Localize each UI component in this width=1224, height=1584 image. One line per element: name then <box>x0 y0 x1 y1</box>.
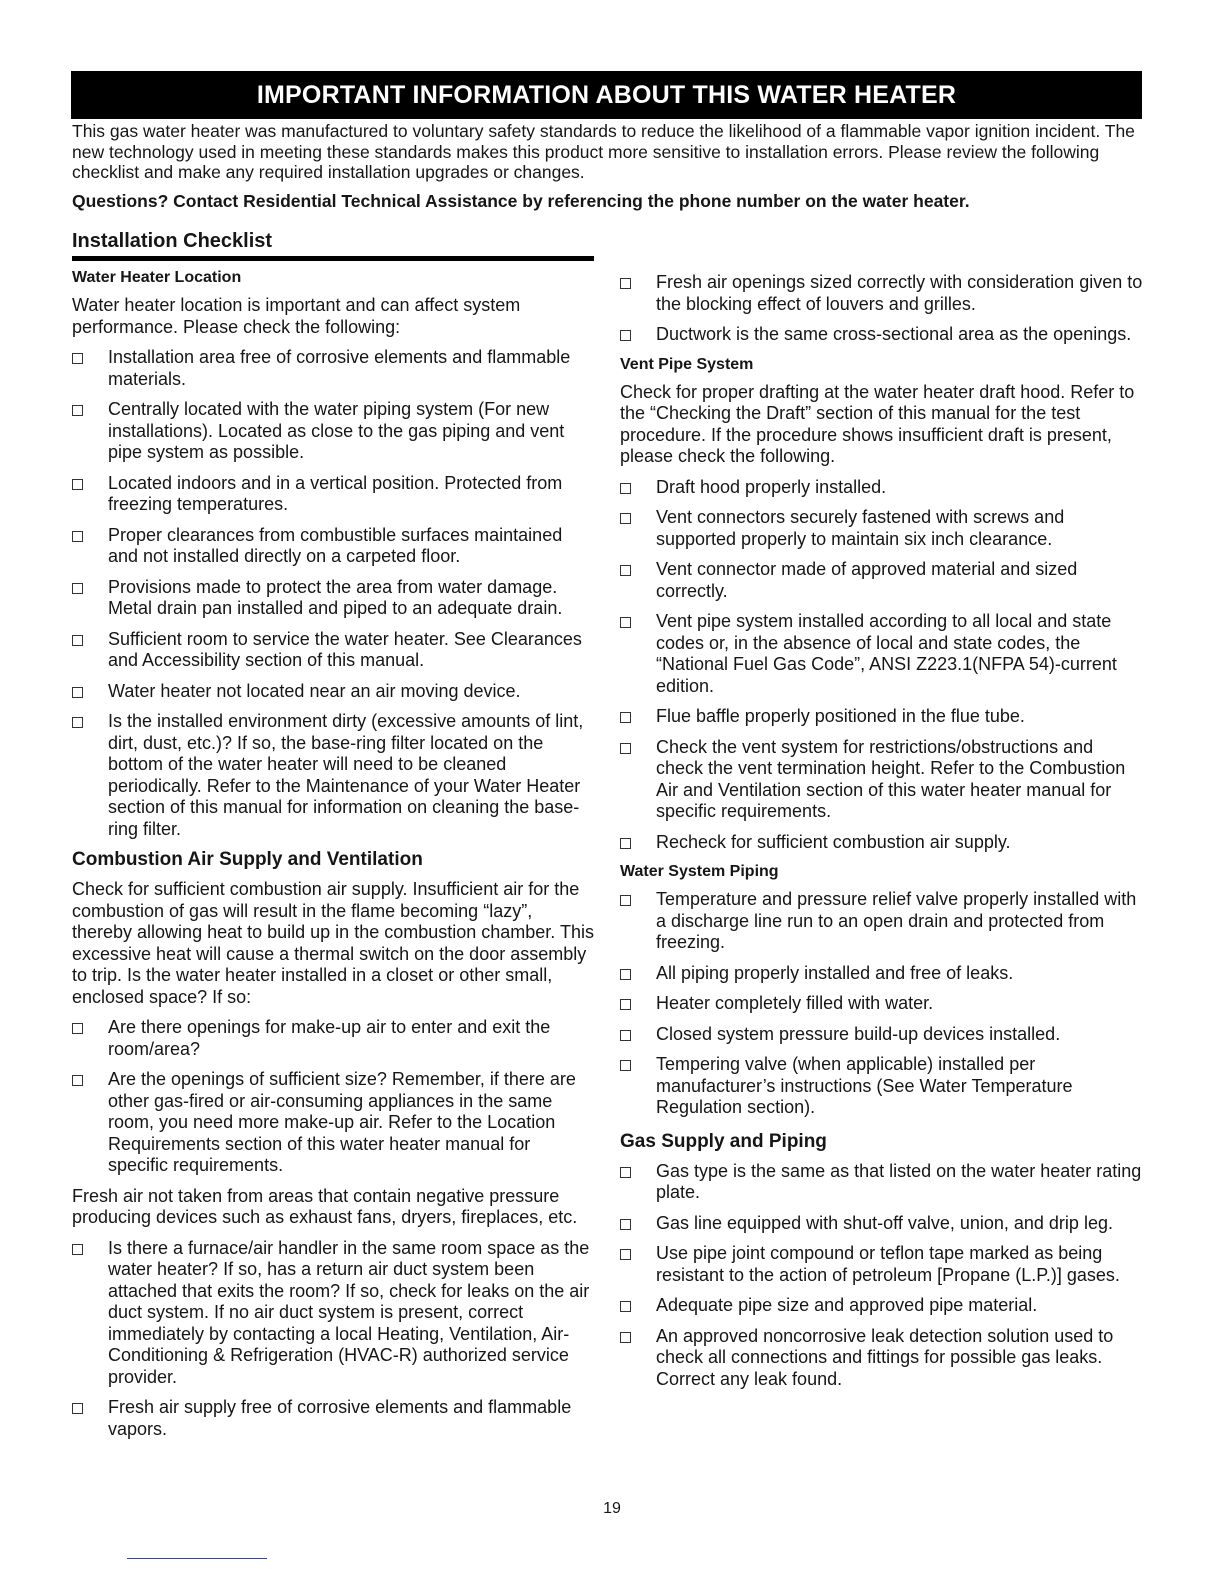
checklist-item[interactable]: Centrally located with the water piping system (For new installations). Located as close to the gas piping and vent pipe system as possible. <box>72 399 594 464</box>
page-number: 19 <box>603 1500 621 1517</box>
vent-checklist <box>620 477 1144 854</box>
checkbox-icon[interactable] <box>620 278 631 289</box>
checklist-item[interactable]: Heater completely filled with water. <box>620 993 1144 1015</box>
checkbox-icon[interactable] <box>72 1023 83 1034</box>
left-column <box>72 268 594 1449</box>
checklist-item[interactable]: Flue baffle properly positioned in the flue tube. <box>620 706 1144 728</box>
checklist-title: Installation Checklist <box>72 228 594 261</box>
checklist-item[interactable]: Are there openings for make-up air to enter and exit the room/area? <box>72 1017 594 1060</box>
location-checklist <box>72 347 594 840</box>
checklist-item[interactable]: Fresh air supply free of corrosive elements and flammable vapors. <box>72 1397 594 1440</box>
checklist-item[interactable]: Sufficient room to service the water heater. See Clearances and Accessibility section of this manual. <box>72 629 594 672</box>
water-checklist <box>620 889 1144 1119</box>
checklist-item[interactable]: Vent connector made of approved material and sized correctly. <box>620 559 1144 602</box>
checkbox-icon[interactable] <box>620 1219 631 1230</box>
checklist-item[interactable]: Fresh air openings sized correctly with consideration given to the blocking effect of louvers and grilles. <box>620 272 1144 315</box>
checklist-item[interactable]: Use pipe joint compound or teflon tape marked as being resistant to the action of petroleum [Propane (L.P.)] gases. <box>620 1243 1144 1286</box>
location-heading: Water Heater Location <box>72 269 242 286</box>
checkbox-icon[interactable] <box>620 1301 631 1312</box>
checkbox-icon[interactable] <box>620 513 631 524</box>
right-column <box>620 272 1144 1399</box>
location-intro: Water heater location is important and can affect system performance. Please check the following: <box>72 295 521 337</box>
checklist-item[interactable]: Adequate pipe size and approved pipe material. <box>620 1295 1144 1317</box>
checkbox-icon[interactable] <box>72 405 83 416</box>
checkbox-icon[interactable] <box>620 565 631 576</box>
vent-heading: Vent Pipe System <box>620 355 754 373</box>
checkbox-icon[interactable] <box>72 479 83 490</box>
checkbox-icon[interactable] <box>620 999 631 1010</box>
furnace-checklist <box>72 1238 594 1441</box>
checkbox-icon[interactable] <box>72 353 83 364</box>
intro-paragraph: This gas water heater was manufactured to voluntary safety standards to reduce the likelihood of a flammable vapor ignition incident. The new technology used in meeting these standards makes this product more sensitive to installation errors. Please review the following checklist and make any required installation upgrades or changes. <box>72 121 1135 182</box>
combustion-heading: Combustion Air Supply and Ventilation <box>72 849 423 870</box>
checkbox-icon[interactable] <box>620 1332 631 1343</box>
checklist-item[interactable]: Located indoors and in a vertical position. Protected from freezing temperatures. <box>72 473 594 516</box>
checklist-item[interactable]: Vent connectors securely fastened with screws and supported properly to maintain six inch clearance. <box>620 507 1144 550</box>
checkbox-icon[interactable] <box>72 717 83 728</box>
checkbox-icon[interactable] <box>620 330 631 341</box>
checkbox-icon[interactable] <box>620 1030 631 1041</box>
fresh-air-checklist <box>620 272 1144 346</box>
checkbox-icon[interactable] <box>620 1060 631 1071</box>
checkbox-icon[interactable] <box>620 712 631 723</box>
checklist-item[interactable]: Ductwork is the same cross-sectional area as the openings. <box>620 324 1144 346</box>
checklist-item[interactable]: Closed system pressure build-up devices installed. <box>620 1024 1144 1046</box>
checkbox-icon[interactable] <box>72 1075 83 1086</box>
checklist-item[interactable]: Installation area free of corrosive elements and flammable materials. <box>72 347 594 390</box>
checklist-item[interactable]: Temperature and pressure relief valve properly installed with a discharge line run to an open drain and protected from freezing. <box>620 889 1144 954</box>
checklist-item[interactable]: Provisions made to protect the area from water damage. Metal drain pan installed and piped to an adequate drain. <box>72 577 594 620</box>
gas-heading: Gas Supply and Piping <box>620 1130 827 1152</box>
combustion-checklist <box>72 1017 594 1177</box>
vent-intro: Check for proper drafting at the water heater draft hood. Refer to the “Checking the Draft” section of this manual for the test procedure. If the procedure shows insufficient draft is present, please check the following. <box>620 381 1135 466</box>
page-banner: IMPORTANT INFORMATION ABOUT THIS WATER HEATER <box>71 71 1142 119</box>
checkbox-icon[interactable] <box>72 531 83 542</box>
checklist-item[interactable]: Gas line equipped with shut-off valve, union, and drip leg. <box>620 1213 1144 1235</box>
checklist-item[interactable]: All piping properly installed and free of leaks. <box>620 963 1144 985</box>
footer-divider <box>127 1558 267 1559</box>
checkbox-icon[interactable] <box>620 743 631 754</box>
questions-note: Questions? Contact Residential Technical Assistance by referencing the phone number on the water heater. <box>72 191 970 211</box>
checkbox-icon[interactable] <box>620 1167 631 1178</box>
checklist-item[interactable]: Recheck for sufficient combustion air supply. <box>620 832 1144 854</box>
checkbox-icon[interactable] <box>72 1403 83 1414</box>
checklist-item[interactable]: Gas type is the same as that listed on the water heater rating plate. <box>620 1161 1144 1204</box>
checkbox-icon[interactable] <box>72 583 83 594</box>
checklist-item[interactable]: Check the vent system for restrictions/obstructions and check the vent termination height. Refer to the Combustion Air and Ventilation section of this water heater manual for specific requirements. <box>620 737 1144 823</box>
checklist-item[interactable]: Water heater not located near an air moving device. <box>72 681 594 703</box>
checklist-item[interactable]: Is there a furnace/air handler in the same room space as the water heater? If so, has a return air duct system been attached that exits the room? If so, check for leaks on the air duct system. If no air duct system is present, correct immediately by contacting a local Heating, Ventilation, Air-Conditioning & Refrigeration (HVAC-R) authorized service provider. <box>72 1238 594 1389</box>
checkbox-icon[interactable] <box>620 838 631 849</box>
checkbox-icon[interactable] <box>72 635 83 646</box>
checklist-item[interactable]: Tempering valve (when applicable) installed per manufacturer’s instructions (See Water Temperature Regulation section). <box>620 1054 1144 1119</box>
checkbox-icon[interactable] <box>620 969 631 980</box>
checklist-item[interactable]: Are the openings of sufficient size? Remember, if there are other gas-fired or air-consuming appliances in the same room, you need more make-up air. Refer to the Location Requirements section of this water heater manual for specific requirements. <box>72 1069 594 1177</box>
checklist-item[interactable]: An approved noncorrosive leak detection solution used to check all connections and fittings for possible gas leaks. Correct any leak found. <box>620 1326 1144 1391</box>
combustion-intro: Check for sufficient combustion air supply. Insufficient air for the combustion of gas will result in the flame becoming “lazy”, thereby allowing heat to build up in the combustion chamber. This excessive heat will cause a thermal switch on the door assembly to trip. Is the water heater installed in a closet or other small, enclosed space? If so: <box>72 879 594 1007</box>
checkbox-icon[interactable] <box>72 687 83 698</box>
checkbox-icon[interactable] <box>620 617 631 628</box>
checklist-item[interactable]: Is the installed environment dirty (excessive amounts of lint, dirt, dust, etc.)? If so, the base-ring filter located on the bottom of the water heater will need to be cleaned periodically. Refer to the Maintenance of your Water Heater section of this manual for information on cleaning the base-ring filter. <box>72 711 594 840</box>
checkbox-icon[interactable] <box>620 483 631 494</box>
checklist-item[interactable]: Draft hood properly installed. <box>620 477 1144 499</box>
checklist-item[interactable]: Proper clearances from combustible surfaces maintained and not installed directly on a carpeted floor. <box>72 525 594 568</box>
checkbox-icon[interactable] <box>72 1244 83 1255</box>
fresh-air-note: Fresh air not taken from areas that contain negative pressure producing devices such as exhaust fans, dryers, fireplaces, etc. <box>72 1185 578 1227</box>
checklist-item[interactable]: Vent pipe system installed according to all local and state codes or, in the absence of local and state codes, the “National Fuel Gas Code”, ANSI Z223.1(NFPA 54)-current edition. <box>620 611 1144 697</box>
checkbox-icon[interactable] <box>620 1249 631 1260</box>
water-heading: Water System Piping <box>620 863 779 880</box>
checkbox-icon[interactable] <box>620 895 631 906</box>
gas-checklist <box>620 1161 1144 1391</box>
